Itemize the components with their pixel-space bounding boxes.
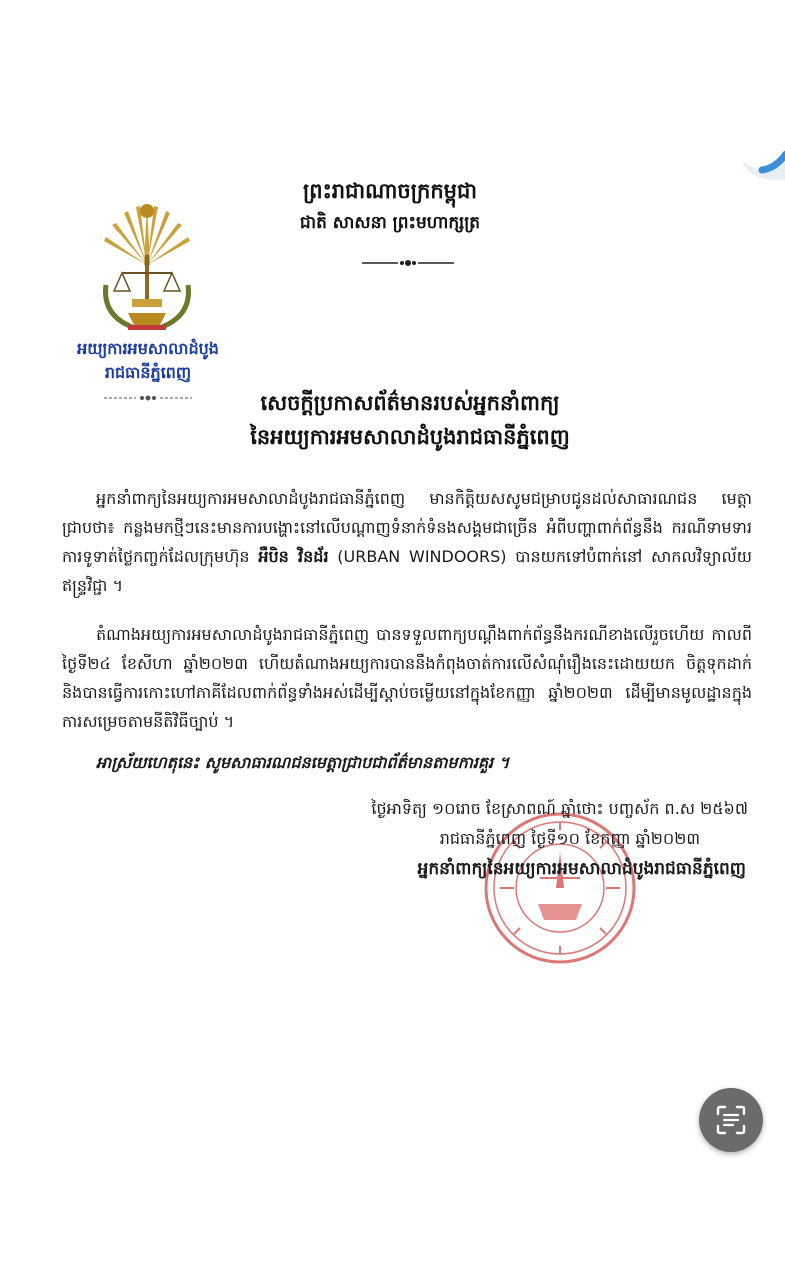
kingdom-heading: ព្រះរាជាណាចក្រកម្ពុជា — [302, 178, 477, 203]
solar-date: រាជធានីភ្នំពេញ ថ្ងៃទី១០ ខែកញ្ញា ឆ្នាំ២០២៣ — [439, 829, 700, 848]
document-title: សេចក្តីប្រកាសព័ត៌មានរបស់អ្នកនាំពាក្យ — [260, 390, 560, 415]
lunar-date: ថ្ងៃអាទិត្យ ១០រោច ខែស្រាពណ៍ ឆ្នាំថោះ បញ្ចស័ក ព.ស ២៥៦៧ — [371, 799, 748, 818]
text-scan-icon — [715, 1104, 747, 1136]
paragraph-1-text-end: (URBAN WINDOORS) បានយកទៅបំពាក់នៅ សាកលវិទ្យាល័យឥន្ទ្រវិជ្ជា ។ — [62, 547, 753, 595]
document-subtitle: នៃអយ្យការអមសាលាដំបូងរាជធានីភ្នំពេញ — [250, 424, 570, 449]
text-scan-button[interactable] — [699, 1088, 763, 1152]
signer-title: អ្នកនាំពាក្យនៃអយ្យការអមសាលាដំបូងរាជធានីភ្នំពេញ — [417, 859, 746, 879]
court-emblem-icon — [92, 195, 202, 335]
ornament-divider — [360, 256, 456, 270]
national-motto: ជាតិ សាសនា ព្រះមហាក្សត្រ — [299, 213, 481, 233]
office-name-line2: រាជធានីភ្នំពេញ — [104, 363, 192, 382]
paragraph-2: តំណាងអយ្យការអមសាលាដំបូងរាជធានីភ្នំពេញ បានទទួលពាក្យបណ្តឹងពាក់ព័ន្ធនឹងករណីខាងលើរួចហើយ កាលពីថ្ងៃទី២៤ ខែសីហា ឆ្នាំ២០២៣ ហើយតំណាងអយ្យការបាននឹងកំពុងចាត់ការលើសំណុំរឿងនេះដោយយក ចិត្តទុកដាក់ និងបានធ្វើការកោះហៅភាគីដែលពាក់ព័ន្ធទាំងអស់ដើម្បីស្តាប់ចម្លើយនៅក្នុងខែកញ្ញា ឆ្នាំ២០២៣ ដើម្បីមានមូលដ្ឋានក្នុងការសម្រេចតាមនីតិវិធីច្បាប់ ។ — [62, 625, 752, 731]
closing-statement: អាស្រ័យហេតុនេះ សូមសាធារណជនមេត្តាជ្រាបជាព័ត៌មានតាមការគួរ ។ — [96, 753, 510, 772]
office-name-line1: អយ្យការអមសាលាដំបូង — [77, 339, 219, 358]
company-name: អឺបិន វិនដ័រ — [258, 547, 329, 566]
corner-badge-icon — [738, 150, 785, 186]
paragraph-1-text: អ្នកនាំពាក្យនៃអយ្យការអមសាលាដំបូងរាជធានីភ្នំពេញ មានកិត្តិយសសូមជម្រាបជូនដល់សាធារណជន មេត្តាជ្រាបថា៖ កន្លងមកថ្មីៗនេះមានការបង្ហោះនៅលើបណ្តាញទំនាក់ទំនងសង្គមជាច្រើន អំពីបញ្ហាពាក់ព័ន្ធនឹង ករណីទាមទារការទូទាត់ថ្លៃកញ្ចក់ដែលក្រុមហ៊ុន — [62, 489, 752, 566]
paragraph-1 — [62, 484, 752, 600]
